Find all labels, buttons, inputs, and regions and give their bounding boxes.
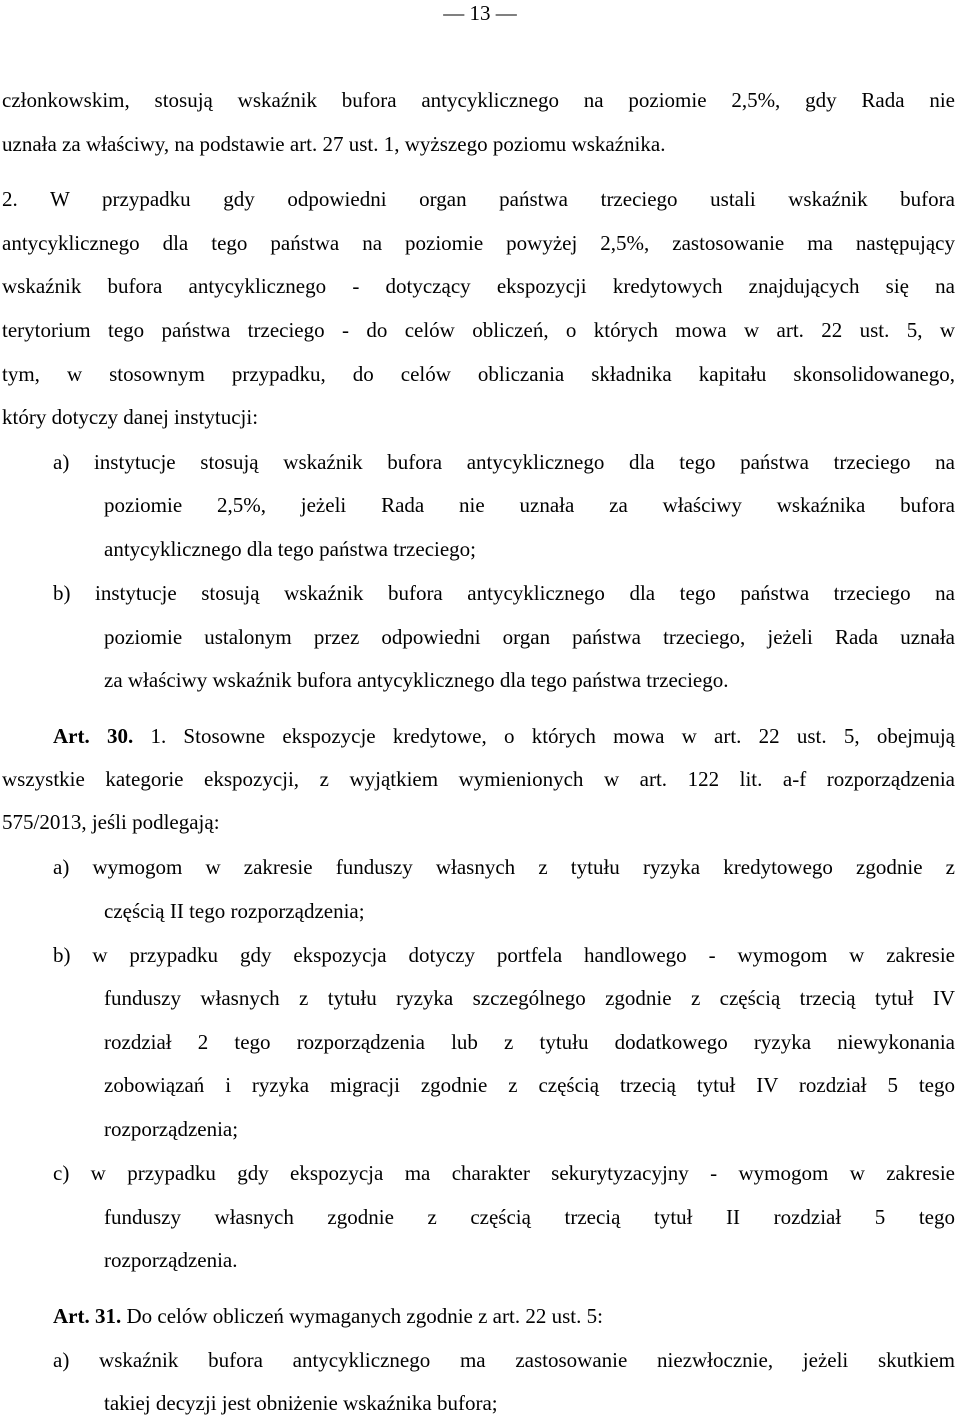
- text-line: zobowiązań i ryzyka migracji zgodnie z częścią trzecią tytuł IV rozdział 5 tego: [104, 1073, 955, 1097]
- text-line: a) instytucje stosują wskaźnik bufora antycyklicznego dla tego państwa trzeciego na: [53, 450, 955, 474]
- article-text: Do celów obliczeń wymaganych zgodnie z art. 22 ust. 5:: [121, 1304, 603, 1328]
- page-number: — 13 —: [443, 1, 517, 25]
- text-line: antycyklicznego dla tego państwa trzeciego;: [104, 537, 477, 561]
- text-line: poziomie ustalonym przez odpowiedni organ państwa trzeciego, jeżeli Rada uznała: [104, 625, 955, 649]
- text-line: c) w przypadku gdy ekspozycja ma charakter sekurytyzacyjny - wymogom w zakresie: [53, 1161, 955, 1185]
- text-line: a) wymogom w zakresie funduszy własnych z tytułu ryzyka kredytowego zgodnie z: [53, 855, 955, 879]
- text-line: takiej decyzji jest obniżenie wskaźnika bufora;: [104, 1391, 498, 1415]
- text-line: rozporządzenia;: [104, 1117, 239, 1141]
- text-line: funduszy własnych zgodnie z częścią trzecią tytuł II rozdział 5 tego: [104, 1205, 955, 1229]
- text-line: częścią II tego rozporządzenia;: [104, 899, 365, 923]
- text-line: b) instytucje stosują wskaźnik bufora antycyklicznego dla tego państwa trzeciego na: [53, 581, 955, 605]
- text-line: 2. W przypadku gdy odpowiedni organ państwa trzeciego ustali wskaźnik bufora: [2, 187, 955, 211]
- text-line: członkowskim, stosują wskaźnik bufora antycyklicznego na poziomie 2,5%, gdy Rada nie: [2, 88, 955, 112]
- text-line: wskaźnik bufora antycyklicznego - dotyczący ekspozycji kredytowych znajdujących się na: [2, 274, 955, 298]
- article-label: Art. 31.: [53, 1304, 122, 1328]
- article-text: 1. Stosowne ekspozycje kredytowe, o których mowa w art. 22 ust. 5, obejmują: [133, 724, 955, 748]
- article-label: Art. 30.: [53, 724, 134, 748]
- text-line: który dotyczy danej instytucji:: [2, 405, 259, 429]
- text-line: a) wskaźnik bufora antycyklicznego ma zastosowanie niezwłocznie, jeżeli skutkiem: [53, 1348, 955, 1372]
- text-line: rozporządzenia.: [104, 1248, 238, 1272]
- text-line: za właściwy wskaźnik bufora antycyklicznego dla tego państwa trzeciego.: [104, 668, 729, 692]
- text-line: uznała za właściwy, na podstawie art. 27 ust. 1, wyższego poziomu wskaźnika.: [2, 132, 666, 156]
- text-line: tym, w stosownym przypadku, do celów obliczania składnika kapitału skonsolidowanego,: [2, 362, 955, 386]
- text-line: terytorium tego państwa trzeciego - do celów obliczeń, o których mowa w art. 22 ust. 5, w: [2, 318, 955, 342]
- text-line: wszystkie kategorie ekspozycji, z wyjątkiem wymienionych w art. 122 lit. a-f rozporządzenia: [2, 767, 955, 791]
- text-line: [53, 722, 955, 750]
- text-line: [53, 1302, 955, 1330]
- text-line: rozdział 2 tego rozporządzenia lub z tytułu dodatkowego ryzyka niewykonania: [104, 1030, 955, 1054]
- text-line: antycyklicznego dla tego państwa na poziomie powyżej 2,5%, zastosowanie ma następujący: [2, 231, 955, 255]
- text-line: 575/2013, jeśli podlegają:: [2, 810, 220, 834]
- text-line: b) w przypadku gdy ekspozycja dotyczy portfela handlowego - wymogom w zakresie: [53, 943, 955, 967]
- text-line: funduszy własnych z tytułu ryzyka szczególnego zgodnie z częścią trzecią tytuł IV: [104, 986, 955, 1010]
- text-line: poziomie 2,5%, jeżeli Rada nie uznała za właściwy wskaźnika bufora: [104, 493, 955, 517]
